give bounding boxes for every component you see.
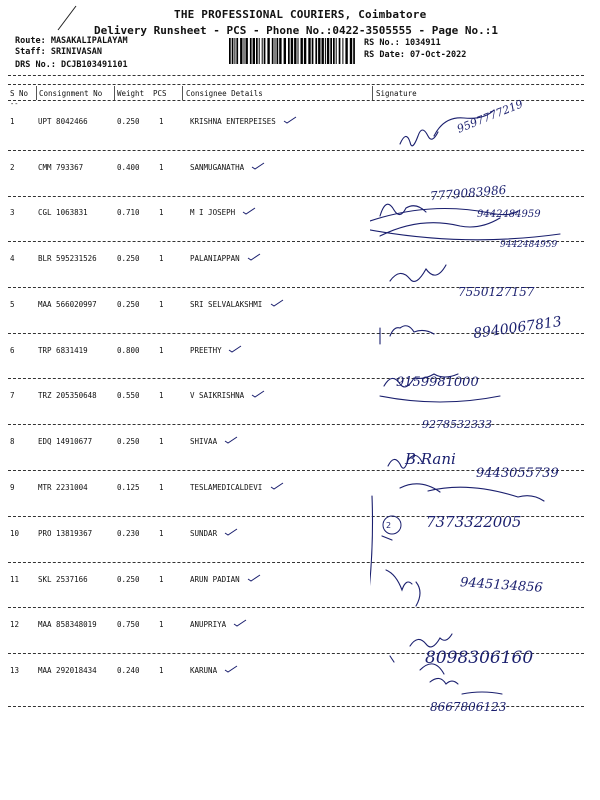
cell-weight: 0.250 <box>117 575 140 584</box>
cell-consignee: SRI SELVALAKSHMI <box>190 300 263 309</box>
cell-consignment-no: CMM 793367 <box>38 163 84 172</box>
cell-sno: 10 <box>10 529 20 538</box>
cell-sno: 9 <box>10 483 15 492</box>
check-mark-icon <box>283 116 297 124</box>
cell-consignment-no: TRP 6831419 <box>38 346 88 355</box>
cell-weight: 0.250 <box>117 117 140 126</box>
check-mark-icon <box>247 574 261 582</box>
handwritten-phone: 8940067813 <box>472 313 563 343</box>
cell-weight: 0.250 <box>117 300 140 309</box>
check-mark-icon <box>228 345 242 353</box>
cell-consignee: V SAIKRISHNA <box>190 391 245 400</box>
cell-consignment-no: BLR 595231526 <box>38 254 97 263</box>
header-rule-2 <box>8 84 584 85</box>
cell-weight: 0.550 <box>117 391 140 400</box>
check-mark-icon <box>242 207 256 215</box>
handwritten-phone: 9597777219 <box>455 97 525 136</box>
handwritten-phone: 8667806123 <box>430 700 507 714</box>
handwritten-phone: 9443055739 <box>476 466 559 481</box>
cell-sno: 3 <box>10 208 15 217</box>
column-header-weight: Weight <box>117 89 145 98</box>
cell-consignment-no: MAA 858348019 <box>38 620 97 629</box>
cell-sno: 8 <box>10 437 15 446</box>
handwritten-phone: 9159981000 <box>396 375 479 390</box>
handwritten-phone: 9442484959 <box>500 240 558 250</box>
handwritten-phone: 9278532333 <box>422 418 492 431</box>
handwritten-phone: 9442484959 <box>477 209 541 220</box>
cell-sno: 12 <box>10 620 20 629</box>
pen-stroke-mark <box>52 4 82 32</box>
cell-consignment-no: TRZ 205350648 <box>38 391 97 400</box>
column-divider <box>36 86 37 100</box>
handwritten-phone: 7779083986 <box>429 182 507 204</box>
cell-consignee: KARUNA <box>190 666 218 675</box>
cell-pcs: 1 <box>159 208 164 217</box>
column-header-consignee: Consignee Details <box>186 89 263 98</box>
cell-consignment-no: CGL 1063831 <box>38 208 88 217</box>
cell-consignee: M I JOSEPH <box>190 208 236 217</box>
cell-consignee: ANUPRIYA <box>190 620 227 629</box>
column-header-consignment: Consignment No <box>39 89 103 98</box>
check-mark-icon <box>270 482 284 490</box>
cell-consignment-no: EDQ 14910677 <box>38 437 93 446</box>
cell-weight: 0.250 <box>117 254 140 263</box>
cell-weight: 0.750 <box>117 620 140 629</box>
rs-date: RS Date: 07-Oct-2022 <box>364 50 467 60</box>
cell-consignee: SHIVAA <box>190 437 218 446</box>
cell-sno: 6 <box>10 346 15 355</box>
cell-pcs: 1 <box>159 620 164 629</box>
cell-consignee: ARUN PADIAN <box>190 575 240 584</box>
cell-pcs: 1 <box>159 254 164 263</box>
cell-sno: 11 <box>10 575 20 584</box>
cell-weight: 0.125 <box>117 483 140 492</box>
column-divider <box>114 86 115 100</box>
document-subtitle: Delivery Runsheet - PCS - Phone No.:0422-3505555 - Page No.:1 <box>94 24 498 37</box>
check-mark-icon <box>224 436 238 444</box>
cell-pcs: 1 <box>159 391 164 400</box>
cell-sno: 2 <box>10 163 15 172</box>
column-divider <box>182 86 183 100</box>
handwritten-phone: 7550127157 <box>458 285 535 299</box>
column-header-signature: Signature <box>376 89 417 98</box>
check-mark-icon <box>224 665 238 673</box>
cell-sno: 7 <box>10 391 15 400</box>
check-mark-icon <box>233 619 247 627</box>
dash-mark: -- <box>10 100 19 108</box>
cell-consignee: TESLAMEDICALDEVI <box>190 483 263 492</box>
cell-pcs: 1 <box>159 437 164 446</box>
cell-consignment-no: MTR 2231004 <box>38 483 88 492</box>
check-mark-icon <box>251 162 265 170</box>
rs-number: RS No.: 1034911 <box>364 38 441 48</box>
check-mark-icon <box>251 390 265 398</box>
cell-weight: 0.240 <box>117 666 140 675</box>
cell-consignee: PALANIAPPAN <box>190 254 240 263</box>
cell-consignment-no: MAA 566020997 <box>38 300 97 309</box>
cell-pcs: 1 <box>159 666 164 675</box>
cell-consignee: PREETHY <box>190 346 222 355</box>
cell-pcs: 1 <box>159 163 164 172</box>
cell-weight: 0.230 <box>117 529 140 538</box>
cell-weight: 0.400 <box>117 163 140 172</box>
cell-consignee: SANMUGANATHA <box>190 163 245 172</box>
cell-pcs: 1 <box>159 575 164 584</box>
cell-sno: 1 <box>10 117 15 126</box>
document-title: THE PROFESSIONAL COURIERS, Coimbatore <box>174 8 427 21</box>
handwritten-phone: 7373322005 <box>426 513 522 531</box>
cell-consignee: SUNDAR <box>190 529 218 538</box>
drs-number: DRS No.: DCJB103491101 <box>15 60 128 70</box>
cell-weight: 0.250 <box>117 437 140 446</box>
cell-pcs: 1 <box>159 117 164 126</box>
header-top-rule <box>8 75 584 76</box>
cell-consignment-no: SKL 2537166 <box>38 575 88 584</box>
cell-sno: 13 <box>10 666 20 675</box>
cell-consignment-no: MAA 292018434 <box>38 666 97 675</box>
handwritten-name: B.Rani <box>405 450 456 468</box>
cell-consignment-no: PRO 13819367 <box>38 529 93 538</box>
check-mark-icon <box>224 528 238 536</box>
check-mark-icon <box>247 253 261 261</box>
staff-label: Staff: SRINIVASAN <box>15 47 102 57</box>
route-label: Route: MASAKALIPALAYAM <box>15 36 128 46</box>
handwritten-phone: 8098306160 <box>425 648 534 668</box>
cell-pcs: 1 <box>159 300 164 309</box>
column-header-pcs: PCS <box>153 89 167 98</box>
column-header-sno: S No <box>10 89 29 98</box>
cell-sno: 5 <box>10 300 15 309</box>
cell-weight: 0.710 <box>117 208 140 217</box>
cell-consignment-no: UPT 8042466 <box>38 117 88 126</box>
barcode-image <box>229 38 357 64</box>
cell-consignee: KRISHNA ENTERPEISES <box>190 117 276 126</box>
cell-sno: 4 <box>10 254 15 263</box>
cell-weight: 0.800 <box>117 346 140 355</box>
check-mark-icon <box>270 299 284 307</box>
cell-pcs: 1 <box>159 529 164 538</box>
svg-text:2: 2 <box>386 521 392 530</box>
cell-pcs: 1 <box>159 483 164 492</box>
cell-pcs: 1 <box>159 346 164 355</box>
handwritten-phone: 9445134856 <box>459 575 544 596</box>
